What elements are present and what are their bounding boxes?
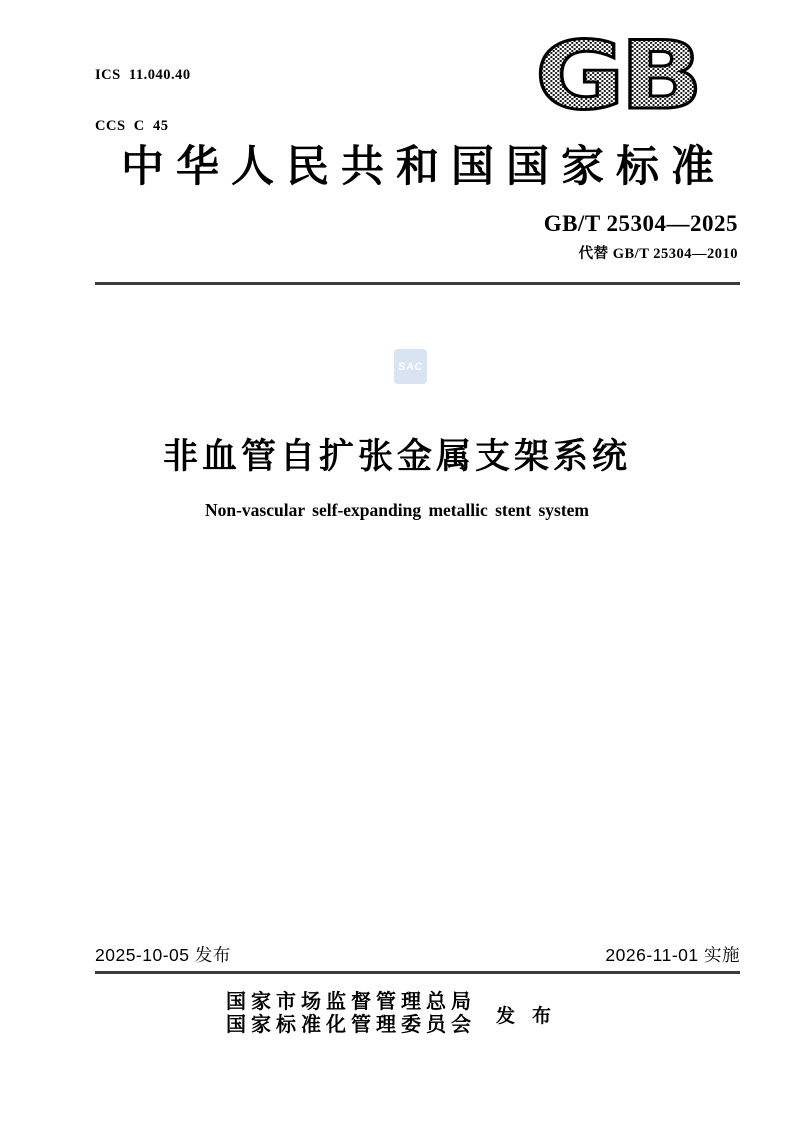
issuer-line-2: 国家标准化管理委员会 bbox=[225, 1014, 476, 1036]
issuer-names bbox=[226, 991, 476, 1037]
document-title-english: Non-vascular self-expanding metallic stent system bbox=[204, 500, 589, 520]
implementation-date: 2026-11-01 实施 bbox=[605, 945, 740, 965]
ccs-code: CCS C 45 bbox=[95, 118, 169, 134]
issue-date: 2025-10-05 发布 bbox=[95, 945, 231, 965]
sac-watermark bbox=[394, 349, 427, 384]
ics-code: ICS 11.040.40 bbox=[95, 67, 191, 83]
issuer-line-1: 国家市场监督管理总局 bbox=[225, 991, 476, 1013]
issue-label: 发布 bbox=[495, 1005, 568, 1027]
gb-logo-icon bbox=[534, 22, 706, 116]
bottom-rule bbox=[95, 971, 740, 974]
gb-logo-text: GB bbox=[535, 22, 699, 116]
national-standard-heading: 中华人民共和国国家标准 bbox=[121, 144, 726, 191]
top-rule bbox=[95, 282, 740, 285]
issuer-block bbox=[0, 991, 794, 1037]
standard-code: GB/T 25304—2025 bbox=[543, 211, 738, 236]
replaces-note: 代替 GB/T 25304—2010 bbox=[578, 246, 738, 262]
document-title-chinese: 非血管自扩张金属支架系统 bbox=[162, 437, 631, 476]
sac-watermark-text: SAC bbox=[398, 360, 423, 373]
